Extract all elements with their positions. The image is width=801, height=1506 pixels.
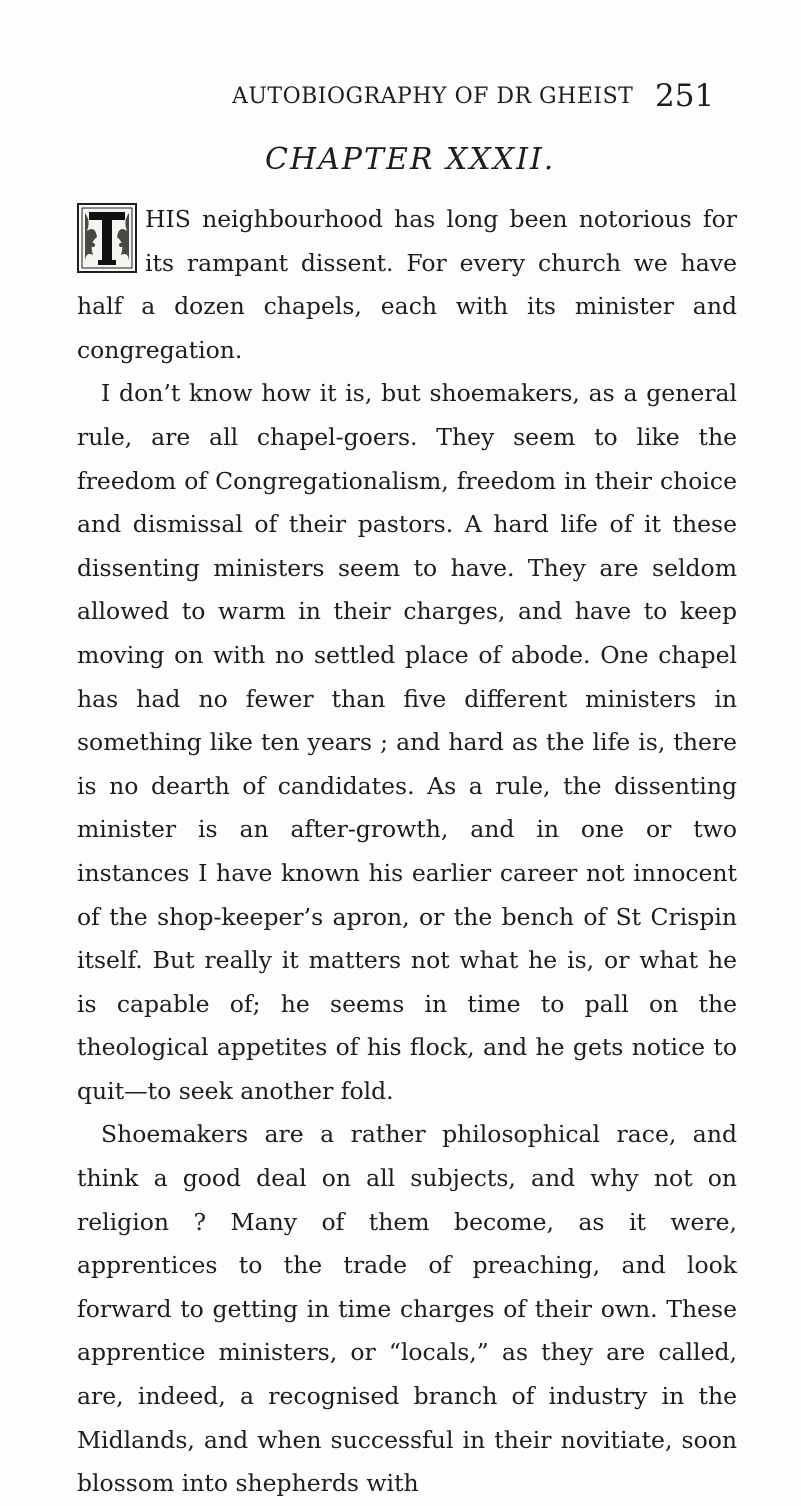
running-head: AUTOBIOGRAPHY OF DR GHEIST bbox=[232, 84, 634, 109]
page-number: 251 bbox=[655, 78, 715, 114]
paragraph-1 bbox=[77, 198, 737, 372]
paragraph-3: Shoemakers are a rather philosophical race, and think a good deal on all subjects, and why not on religion ? Many of them become, as it were, apprentices to the trade of preaching, and look forward to getting in time charges of their own. These apprentice ministers, or “locals,” as they are called, are, indeed, a recognised branch of industry in the Midlands, and when successful in their novitiate, soon blossom into shepherds with bbox=[77, 1120, 737, 1498]
paragraph-2: I don’t know how it is, but shoemakers, as a general rule, are all chapel-goers. They seem to like the freedom of Congregationalism, freedom in their choice and dismissal of their pastors. A hard life of it these dissenting ministers seem to have. They are seldom allowed to warm in their charges, and have to keep moving on with no settled place of abode. One chapel has had no fewer than five different ministers in something like ten years ; and hard as the life is, there is no dearth of candidates. As a rule, the dissenting minister is an after-growth, and in one or two instances I have known his earlier career not innocent of the shop-keeper’s apron, or the bench of St Crispin itself. But really it matters not what he is, or what he is capable of; he seems in time to pall on the theological appetites of his flock, and he gets notice to quit—to seek another fold. bbox=[77, 379, 737, 1105]
ornamental-initial-T-icon bbox=[77, 203, 137, 273]
chapter-title: CHAPTER XXXII. bbox=[265, 142, 556, 177]
paragraph-1-text: HIS neighbourhood has long been notorious for its rampant dissent. For every church we have half a dozen chapels, each with its minister and congregation. bbox=[77, 205, 737, 364]
body-text bbox=[77, 198, 737, 1506]
